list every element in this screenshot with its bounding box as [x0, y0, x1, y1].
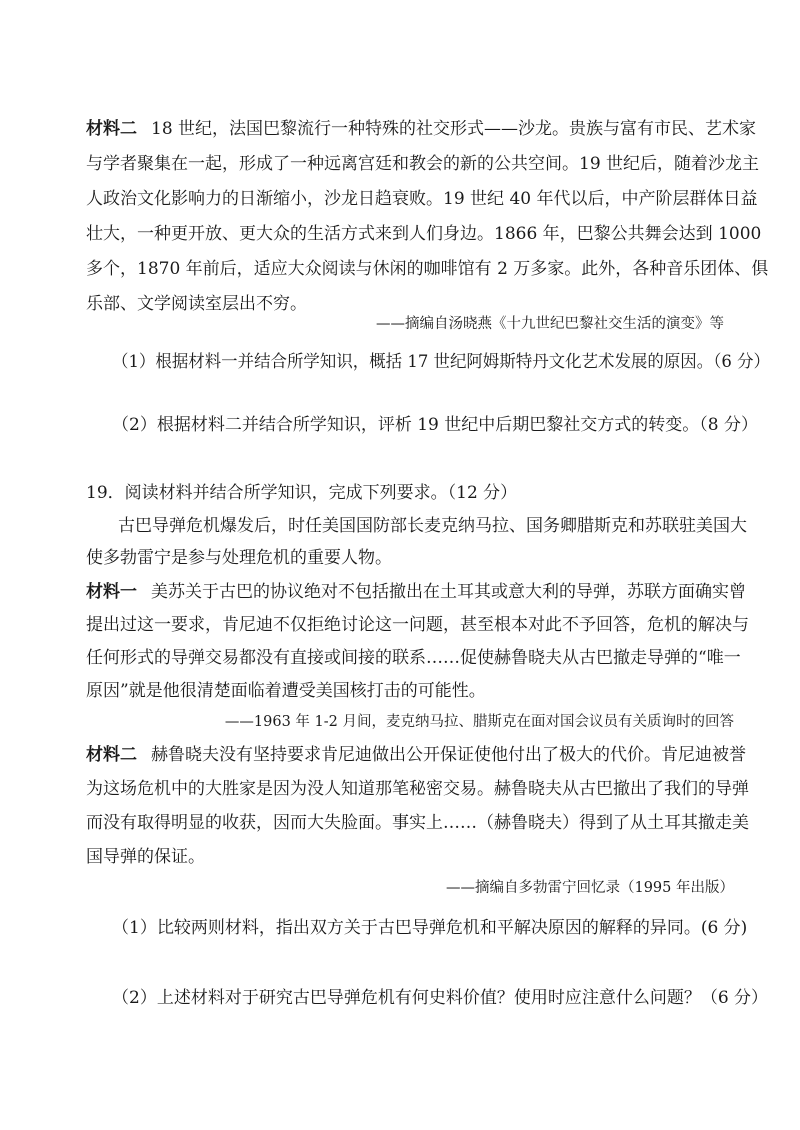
- q19-stem: 19．阅读材料并结合所学知识，完成下列要求。（12 分）: [86, 483, 518, 503]
- material-label: 材料二: [86, 119, 137, 139]
- q18-subquestion-2: （2）根据材料二并结合所学知识，评析 19 世纪中后期巴黎社交方式的转变。（8 分）: [112, 415, 758, 435]
- material-label: 材料二: [86, 745, 137, 765]
- q19-subquestion-1: （1）比较两则材料，指出双方关于古巴导弹危机和平解决原因的解释的异同。(6 分): [112, 918, 748, 938]
- q18-material-2-line-5: 多个，1870 年前后，适应大众阅读与休闲的咖啡馆有 2 万多家。此外，各种音乐团体、俱: [86, 259, 769, 279]
- q19-material-2-line-2: 为这场危机中的大胜家是因为没人知道那笔秘密交易。赫鲁晓夫从古巴撤出了我们的导弹: [86, 779, 749, 799]
- q19-material-2-line-3: 而没有取得明显的收获，因而大失脸面。事实上……（赫鲁晓夫）得到了从土耳其撤走美: [86, 813, 749, 833]
- q18-material-2-line-6: 乐部、文学阅读室层出不穷。: [86, 294, 307, 314]
- q19-material-1-line-3: 任何形式的导弹交易都没有直接或间接的联系……促使赫鲁晓夫从古巴撤走导弹的“唯一: [86, 648, 741, 668]
- q18-material-2-line-1: 材料二 18 世纪，法国巴黎流行一种特殊的社交形式——沙龙。贵族与富有市民、艺术家: [86, 119, 757, 139]
- q19-material-2-line-1: 材料二 赫鲁晓夫没有坚持要求肯尼迪做出公开保证使他付出了极大的代价。肯尼迪被誉: [86, 745, 746, 765]
- q18-material-2-line-3: 人政治文化影响力的日渐缩小，沙龙日趋衰败。19 世纪 40 年代以后，中产阶层群体日益: [86, 189, 758, 209]
- q18-material-2-line-4: 壮大，一种更开放、更大众的生活方式来到人们身边。1866 年，巴黎公共舞会达到 1000: [86, 224, 762, 244]
- q19-intro-line-2: 使多勃雷宁是参与处理危机的重要人物。: [86, 548, 392, 568]
- q19-subquestion-2: （2）上述材料对于研究古巴导弹危机有何史料价值？使用时应注意什么问题？（6 分）: [112, 988, 769, 1008]
- q19-material-1-line-4: 原因”就是他很清楚面临着遭受美国核打击的可能性。: [86, 681, 486, 701]
- q19-material-2-line-4: 国导弹的保证。: [86, 847, 205, 867]
- q19-material-1-line-2: 提出过这一要求，肯尼迪不仅拒绝讨论这一问题，甚至根本对此不予回答，危机的解决与: [86, 615, 749, 635]
- material-label: 材料一: [86, 582, 137, 602]
- q18-material-2-source: ——摘编自汤晓燕《十九世纪巴黎社交生活的演变》等: [376, 316, 724, 332]
- q19-material-2-source: ——摘编自多勃雷宁回忆录（1995 年出版）: [445, 880, 734, 896]
- q18-material-2-line-2: 与学者聚集在一起，形成了一种远离宫廷和教会的新的公共空间。19 世纪后，随着沙龙主: [86, 154, 760, 174]
- q18-subquestion-1: （1）根据材料一并结合所学知识，概括 17 世纪阿姆斯特丹文化艺术发展的原因。（6 分）: [112, 352, 770, 372]
- q19-material-1-line-1: 材料一 美苏关于古巴的协议绝对不包括撤出在土耳其或意大利的导弹，苏联方面确实曾: [86, 582, 746, 602]
- q19-intro-line-1: 古巴导弹危机爆发后，时任美国国防部长麦克纳马拉、国务卿腊斯克和苏联驻美国大: [118, 516, 747, 536]
- q19-material-1-source: ——1963 年 1-2 月间，麦克纳马拉、腊斯克在面对国会议员有关质询时的回答: [224, 714, 734, 730]
